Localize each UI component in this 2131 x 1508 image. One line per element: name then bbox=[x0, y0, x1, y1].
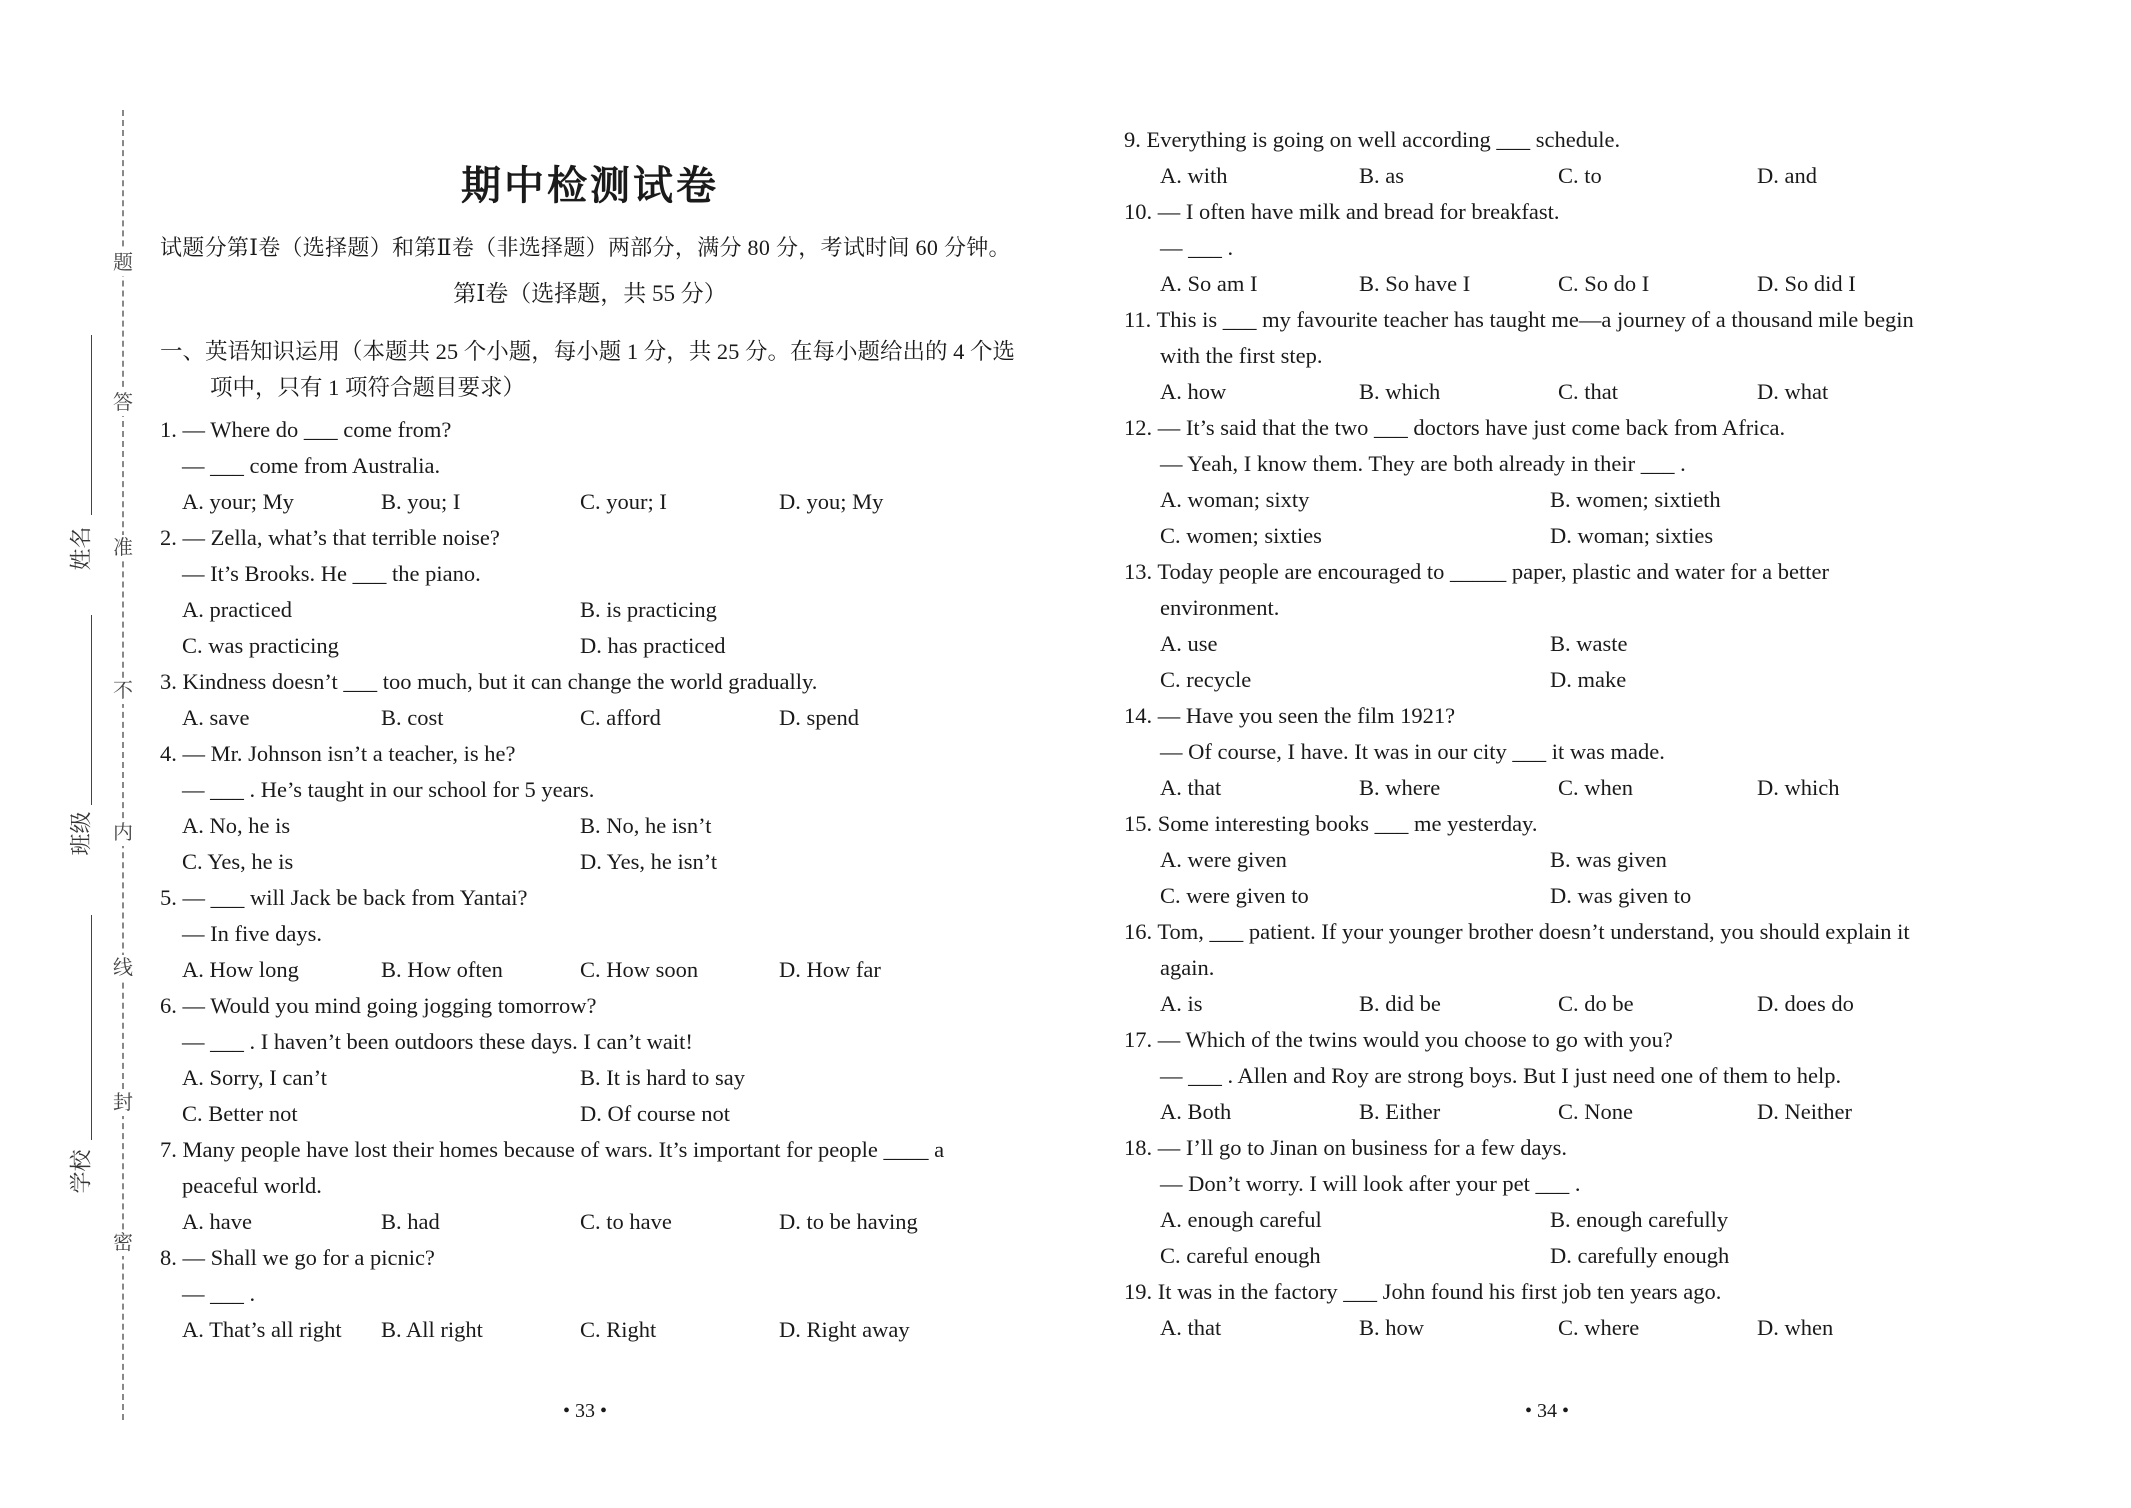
answer-option[interactable]: A. your; My bbox=[182, 489, 294, 514]
question-stem: 3. Kindness doesn’t ___ too much, but it can change the world gradually. bbox=[160, 669, 818, 694]
part-title: 第Ⅰ卷（选择题，共 55 分） bbox=[453, 281, 727, 306]
exam-intro: 试题分第Ⅰ卷（选择题）和第Ⅱ卷（非选择题）两部分，满分 80 分，考试时间 60 分钟。 bbox=[160, 235, 1011, 260]
question bbox=[160, 1132, 1020, 1240]
answer-option[interactable]: A. were given bbox=[1160, 847, 1287, 872]
answer-option[interactable]: C. were given to bbox=[1160, 883, 1309, 908]
question-stem: 11. This is ___ my favourite teacher has taught me—a journey of a thousand mile begin bbox=[1124, 307, 1914, 332]
question bbox=[1124, 122, 2054, 194]
answer-option[interactable]: D. Neither bbox=[1757, 1099, 1852, 1124]
school-fill-line[interactable] bbox=[91, 915, 92, 1140]
option-row bbox=[160, 628, 1020, 664]
answer-option[interactable]: A. with bbox=[1160, 163, 1228, 188]
answer-option[interactable]: D. what bbox=[1757, 379, 1829, 404]
question-line: — Of course, I have. It was in our city ___ it was made. bbox=[1160, 739, 1665, 764]
question bbox=[160, 1240, 1020, 1348]
answer-option[interactable]: C. where bbox=[1558, 1315, 1640, 1340]
seal-char: 密 bbox=[110, 1230, 136, 1256]
question-line: — ___ . bbox=[182, 1281, 256, 1306]
seal-char: 不 bbox=[110, 678, 136, 704]
question-stem: 8. — Shall we go for a picnic? bbox=[160, 1245, 435, 1270]
answer-option[interactable]: D. make bbox=[1550, 667, 1627, 692]
option-row bbox=[1124, 158, 2054, 194]
question-stem: 9. Everything is going on well according ___ schedule. bbox=[1124, 127, 1621, 152]
answer-option[interactable]: B. So have I bbox=[1359, 271, 1471, 296]
answer-option[interactable]: A. how bbox=[1160, 379, 1227, 404]
option-row bbox=[1124, 482, 2054, 518]
seal-char: 封 bbox=[110, 1090, 136, 1116]
answer-option[interactable]: C. your; I bbox=[580, 489, 667, 514]
question bbox=[1124, 1274, 2054, 1346]
question-stem: 6. — Would you mind going jogging tomorrow? bbox=[160, 993, 597, 1018]
question bbox=[1124, 914, 2054, 1022]
answer-option[interactable]: D. carefully enough bbox=[1550, 1243, 1730, 1268]
option-row bbox=[1124, 1238, 2054, 1274]
answer-option[interactable]: A. that bbox=[1160, 1315, 1222, 1340]
right-page bbox=[1065, 0, 2131, 1508]
option-row bbox=[160, 1060, 1020, 1096]
seal-char: 答 bbox=[110, 390, 136, 416]
answer-option[interactable]: A. Both bbox=[1160, 1099, 1232, 1124]
option-row bbox=[160, 1096, 1020, 1132]
option-row bbox=[160, 592, 1020, 628]
question bbox=[1124, 302, 2054, 410]
answer-option[interactable]: D. Right away bbox=[779, 1317, 910, 1342]
option-row bbox=[1124, 770, 2054, 806]
option-row bbox=[1124, 878, 2054, 914]
answer-option[interactable]: B. where bbox=[1359, 775, 1441, 800]
answer-option[interactable]: C. do be bbox=[1558, 991, 1634, 1016]
answer-option[interactable]: B. No, he isn’t bbox=[580, 813, 712, 838]
question-line: peaceful world. bbox=[182, 1173, 322, 1198]
answer-option[interactable]: A. How long bbox=[182, 957, 299, 982]
question-list bbox=[160, 412, 1020, 1348]
answer-option[interactable]: B. as bbox=[1359, 163, 1404, 188]
answer-option[interactable]: D. Of course not bbox=[580, 1101, 730, 1126]
question-line: — Don’t worry. I will look after your pet ___ . bbox=[1160, 1171, 1581, 1196]
question-stem: 5. — ___ will Jack be back from Yantai? bbox=[160, 885, 528, 910]
class-label: 班级 bbox=[68, 811, 94, 856]
answer-option[interactable]: C. How soon bbox=[580, 957, 699, 982]
answer-option[interactable]: B. All right bbox=[381, 1317, 483, 1342]
question-line: — ___ . He’s taught in our school for 5 years. bbox=[182, 777, 595, 802]
seal-char: 题 bbox=[110, 250, 136, 276]
question-list bbox=[1124, 122, 2054, 1346]
answer-option[interactable]: D. to be having bbox=[779, 1209, 918, 1234]
option-row bbox=[1124, 1310, 2054, 1346]
option-row bbox=[1124, 986, 2054, 1022]
question-stem: 15. Some interesting books ___ me yesterday. bbox=[1124, 811, 1538, 836]
question-stem: 14. — Have you seen the film 1921? bbox=[1124, 703, 1456, 728]
option-row bbox=[1124, 374, 2054, 410]
answer-option[interactable]: A. is bbox=[1160, 991, 1203, 1016]
answer-option[interactable]: B. waste bbox=[1550, 631, 1628, 656]
answer-option[interactable]: B. cost bbox=[381, 705, 444, 730]
question-stem: 19. It was in the factory ___ John found his first job ten years ago. bbox=[1124, 1279, 1722, 1304]
answer-option[interactable]: B. was given bbox=[1550, 847, 1667, 872]
answer-option[interactable]: D. does do bbox=[1757, 991, 1854, 1016]
binding-dashed-line bbox=[122, 110, 124, 1420]
school-label: 学校 bbox=[68, 1149, 94, 1194]
option-row bbox=[1124, 1094, 2054, 1130]
question-stem: 4. — Mr. Johnson isn’t a teacher, is he? bbox=[160, 741, 516, 766]
question bbox=[1124, 194, 2054, 302]
section-title: 一、英语知识运用（本题共 25 个小题，每小题 1 分，共 25 分。在每小题给出的 4 个选项中，只有 1 项符合题目要求） bbox=[160, 339, 1016, 400]
answer-option[interactable]: A. that bbox=[1160, 775, 1222, 800]
option-row bbox=[160, 1204, 1020, 1240]
exam-title: 期中检测试卷 bbox=[461, 162, 719, 209]
question bbox=[1124, 554, 2054, 698]
answer-option[interactable]: C. recycle bbox=[1160, 667, 1252, 692]
question bbox=[160, 520, 1020, 664]
answer-option[interactable]: D. has practiced bbox=[580, 633, 726, 658]
answer-option[interactable]: A. practiced bbox=[182, 597, 292, 622]
option-row bbox=[1124, 1202, 2054, 1238]
answer-option[interactable]: B. enough carefully bbox=[1550, 1207, 1729, 1232]
page-number: • 34 • bbox=[1524, 1400, 1569, 1422]
answer-option[interactable]: D. and bbox=[1757, 163, 1817, 188]
answer-option[interactable]: C. So do I bbox=[1558, 271, 1650, 296]
answer-option[interactable]: C. to have bbox=[580, 1209, 672, 1234]
answer-option[interactable]: B. is practicing bbox=[580, 597, 717, 622]
question bbox=[1124, 806, 2054, 914]
answer-option[interactable]: C. Better not bbox=[182, 1101, 298, 1126]
question-line: — ___ . bbox=[1160, 235, 1234, 260]
answer-option[interactable]: A. have bbox=[182, 1209, 252, 1234]
answer-option[interactable]: B. It is hard to say bbox=[580, 1065, 745, 1090]
answer-option[interactable]: C. women; sixties bbox=[1160, 523, 1322, 548]
answer-option[interactable]: B. you; I bbox=[381, 489, 461, 514]
question-line: — It’s Brooks. He ___ the piano. bbox=[182, 561, 481, 586]
question bbox=[1124, 1130, 2054, 1274]
question bbox=[160, 880, 1020, 988]
answer-option[interactable]: D. So did I bbox=[1757, 271, 1856, 296]
question-stem: 16. Tom, ___ patient. If your younger brother doesn’t understand, you should explain it bbox=[1124, 919, 1910, 944]
question-stem: 7. Many people have lost their homes because of wars. It’s important for people ____ a bbox=[160, 1137, 945, 1162]
question-stem: 12. — It’s said that the two ___ doctors have just come back from Africa. bbox=[1124, 415, 1786, 440]
answer-option[interactable]: C. careful enough bbox=[1160, 1243, 1321, 1268]
answer-option[interactable]: A. enough careful bbox=[1160, 1207, 1322, 1232]
answer-option[interactable]: A. So am I bbox=[1160, 271, 1258, 296]
question-line: again. bbox=[1160, 955, 1215, 980]
answer-option[interactable]: D. you; My bbox=[779, 489, 884, 514]
option-row bbox=[160, 700, 1020, 736]
left-column bbox=[160, 158, 1020, 1348]
answer-option[interactable]: A. woman; sixty bbox=[1160, 487, 1310, 512]
answer-option[interactable]: A. That’s all right bbox=[182, 1317, 342, 1342]
answer-option[interactable]: C. when bbox=[1558, 775, 1633, 800]
answer-option[interactable]: B. which bbox=[1359, 379, 1441, 404]
answer-option[interactable]: B. had bbox=[381, 1209, 440, 1234]
question bbox=[160, 736, 1020, 880]
answer-option[interactable]: B. did be bbox=[1359, 991, 1441, 1016]
answer-option[interactable]: D. How far bbox=[779, 957, 881, 982]
option-row bbox=[1124, 842, 2054, 878]
answer-option[interactable]: A. Sorry, I can’t bbox=[182, 1065, 327, 1090]
left-page bbox=[0, 0, 1065, 1508]
answer-option[interactable]: C. afford bbox=[580, 705, 661, 730]
question bbox=[160, 412, 1020, 520]
question bbox=[160, 664, 1020, 736]
name-label: 姓名 bbox=[68, 526, 94, 571]
answer-option[interactable]: D. which bbox=[1757, 775, 1840, 800]
question-line: — ___ . I haven’t been outdoors these days. I can’t wait! bbox=[182, 1029, 693, 1054]
seal-char: 准 bbox=[110, 535, 136, 561]
question bbox=[160, 988, 1020, 1132]
question-line: — In five days. bbox=[182, 921, 322, 946]
seal-char: 线 bbox=[110, 955, 136, 981]
answer-option[interactable]: B. women; sixtieth bbox=[1550, 487, 1721, 512]
question bbox=[1124, 410, 2054, 554]
answer-option[interactable]: B. Either bbox=[1359, 1099, 1441, 1124]
answer-option[interactable]: D. Yes, he isn’t bbox=[580, 849, 718, 874]
option-row bbox=[1124, 518, 2054, 554]
option-row bbox=[1124, 266, 2054, 302]
right-column bbox=[1124, 122, 2054, 1346]
question bbox=[1124, 698, 2054, 806]
answer-option[interactable]: C. Yes, he is bbox=[182, 849, 294, 874]
question-stem: 17. — Which of the twins would you choose to go with you? bbox=[1124, 1027, 1673, 1052]
option-row bbox=[160, 952, 1020, 988]
answer-option[interactable]: C. None bbox=[1558, 1099, 1633, 1124]
answer-option[interactable]: A. use bbox=[1160, 631, 1218, 656]
question bbox=[1124, 1022, 2054, 1130]
option-row bbox=[160, 844, 1020, 880]
option-row bbox=[1124, 662, 2054, 698]
option-row bbox=[160, 808, 1020, 844]
answer-option[interactable]: C. Right bbox=[580, 1317, 657, 1342]
answer-option[interactable]: D. was given to bbox=[1550, 883, 1692, 908]
question-stem: 2. — Zella, what’s that terrible noise? bbox=[160, 525, 500, 550]
answer-option[interactable]: B. how bbox=[1359, 1315, 1425, 1340]
answer-option[interactable]: B. How often bbox=[381, 957, 503, 982]
option-row bbox=[1124, 626, 2054, 662]
answer-option[interactable]: D. spend bbox=[779, 705, 859, 730]
question-stem: 10. — I often have milk and bread for breakfast. bbox=[1124, 199, 1560, 224]
question-stem: 18. — I’ll go to Jinan on business for a few days. bbox=[1124, 1135, 1568, 1160]
answer-option[interactable]: D. when bbox=[1757, 1315, 1834, 1340]
answer-option[interactable]: A. No, he is bbox=[182, 813, 291, 838]
question-stem: 13. Today people are encouraged to _____ paper, plastic and water for a better bbox=[1124, 559, 1829, 584]
question-line: — ___ . Allen and Roy are strong boys. But I just need one of them to help. bbox=[1160, 1063, 1842, 1088]
question-line: environment. bbox=[1160, 595, 1280, 620]
question-stem: 1. — Where do ___ come from? bbox=[160, 417, 452, 442]
name-fill-line[interactable] bbox=[91, 335, 92, 515]
question-line: — ___ come from Australia. bbox=[182, 453, 441, 478]
option-row bbox=[160, 484, 1020, 520]
page-number: • 33 • bbox=[562, 1400, 607, 1422]
answer-option[interactable]: D. woman; sixties bbox=[1550, 523, 1714, 548]
answer-option[interactable]: A. save bbox=[182, 705, 250, 730]
class-fill-line[interactable] bbox=[91, 615, 92, 805]
answer-option[interactable]: C. that bbox=[1558, 379, 1618, 404]
option-row bbox=[160, 1312, 1020, 1348]
answer-option[interactable]: C. to bbox=[1558, 163, 1602, 188]
answer-option[interactable]: C. was practicing bbox=[182, 633, 339, 658]
question-line: with the first step. bbox=[1160, 343, 1323, 368]
seal-char: 内 bbox=[110, 820, 136, 846]
question-line: — Yeah, I know them. They are both already in their ___ . bbox=[1160, 451, 1686, 476]
